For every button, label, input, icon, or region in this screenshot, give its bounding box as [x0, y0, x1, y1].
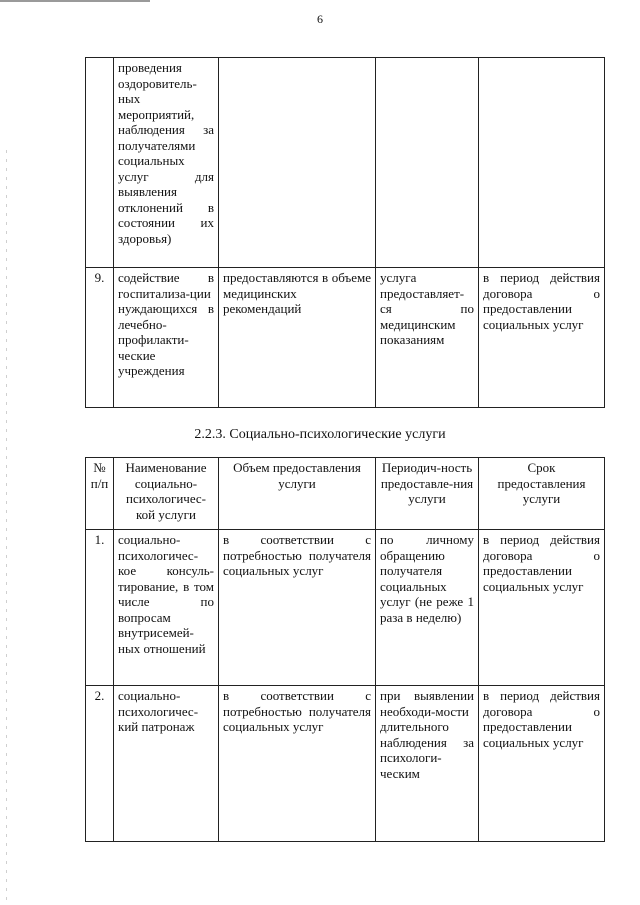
service-periodicity	[376, 58, 479, 268]
header-name: Наименование социально-психологичес-кой услуги	[114, 458, 219, 530]
service-name: проведения оздоровитель-ных мероприятий, наблюдения за получателями социальных услуг для выявления отклонений в состоянии их здоровья)	[114, 58, 219, 268]
table-row	[86, 686, 605, 842]
service-volume	[219, 58, 376, 268]
section-title: 2.2.3. Социально-психологические услуги	[194, 427, 446, 442]
row-number: 1.	[86, 530, 114, 686]
service-volume: в соответствии с потребностью получателя социальных услуг	[219, 686, 376, 842]
service-term: в период действия договора о предоставлении социальных услуг	[479, 268, 605, 408]
row-number: 9.	[86, 268, 114, 408]
header-volume: Объем предоставления услуги	[219, 458, 376, 530]
scan-artifact-edge	[6, 150, 7, 900]
service-term	[479, 58, 605, 268]
service-periodicity: по личному обращению получателя социальных услуг (не реже 1 раза в неделю)	[376, 530, 479, 686]
psychological-services-table	[85, 457, 605, 842]
scan-artifact-top	[0, 0, 150, 2]
service-volume: предоставляются в объеме медицинских рекомендаций	[219, 268, 376, 408]
service-periodicity: услуга предоставляет-ся по медицинским показаниям	[376, 268, 479, 408]
service-term: в период действия договора о предоставлении социальных услуг	[479, 530, 605, 686]
header-num: № п/п	[86, 458, 114, 530]
header-term: Срок предоставления услуги	[479, 458, 605, 530]
service-term: в период действия договора о предоставлении социальных услуг	[479, 686, 605, 842]
table-row	[86, 268, 605, 408]
table-row	[86, 530, 605, 686]
row-number	[86, 58, 114, 268]
service-name: социально-психологичес-кий патронаж	[114, 686, 219, 842]
header-periodicity: Периодич-ность предоставле-ния услуги	[376, 458, 479, 530]
row-number: 2.	[86, 686, 114, 842]
table-row	[86, 58, 605, 268]
service-name: социально-психологичес-кое консуль-тирование, в том числе по вопросам внутрисемей-ных отношений	[114, 530, 219, 686]
service-volume: в соответствии с потребностью получателя социальных услуг	[219, 530, 376, 686]
service-name: содействие в госпитализа-ции нуждающихся в лечебно-профилакти-ческие учреждения	[114, 268, 219, 408]
services-table-continued	[85, 57, 605, 408]
table-header-row	[86, 458, 605, 530]
service-periodicity: при выявлении необходи-мости длительного наблюдения за психологи-ческим	[376, 686, 479, 842]
page-number: 6	[317, 12, 323, 26]
